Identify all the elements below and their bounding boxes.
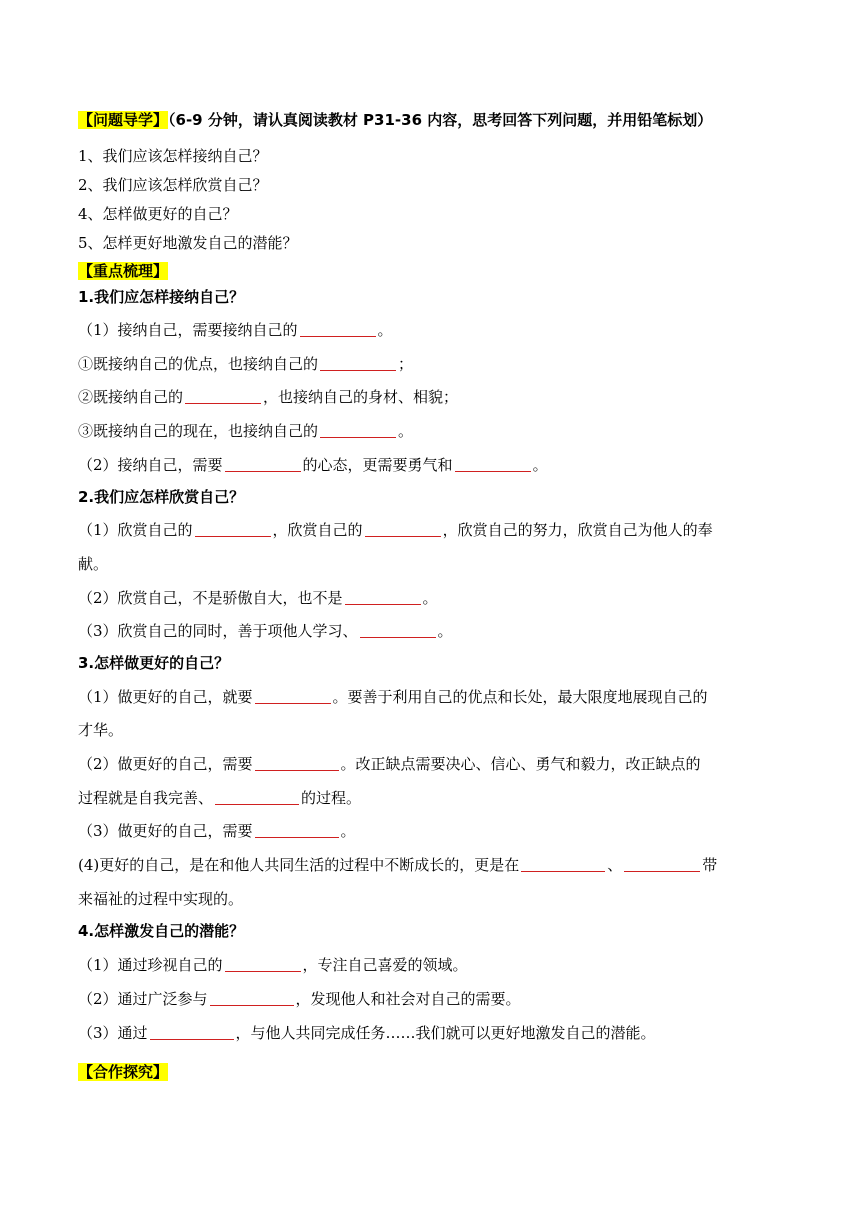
text: ，欣赏自己的 xyxy=(272,521,363,539)
q4-line-1 xyxy=(78,955,790,975)
fill-blank[interactable] xyxy=(521,870,605,872)
text: ，欣赏自己的努力，欣赏自己为他人的奉 xyxy=(442,521,713,539)
question-2: 2、我们应该怎样欣赏自己？ xyxy=(78,176,268,194)
guide-note: （6-9 分钟，请认真阅读教材 P31-36 内容，思考回答下列问题，并用铅笔标划） xyxy=(168,111,713,129)
text: (4)更好的自己，是在和他人共同生活的过程中不断成长的，更是在 xyxy=(78,856,520,874)
text: （1）做更好的自己，就要 xyxy=(78,688,253,706)
q1-line-1 xyxy=(78,320,790,340)
fill-blank[interactable] xyxy=(365,535,441,537)
coop-header xyxy=(78,1062,790,1082)
q2-line-3 xyxy=(78,621,790,641)
q3-line-2-cont xyxy=(78,788,790,808)
text: 。 xyxy=(532,456,548,474)
question-4: 4、怎样做更好的自己？ xyxy=(78,205,238,223)
q3-line-4 xyxy=(78,855,790,875)
review-title: 【重点梳理】 xyxy=(78,262,169,280)
text: ，专注自己喜爱的领域。 xyxy=(302,956,468,974)
fill-blank[interactable] xyxy=(215,803,299,805)
text: 过程就是自我完善、 xyxy=(78,789,214,807)
guide-title: 【问题导学】 xyxy=(78,111,169,129)
text: （1）接纳自己，需要接纳自己的 xyxy=(78,321,298,339)
text: ②既接纳自己的 xyxy=(78,388,184,406)
text: 的过程。 xyxy=(301,789,362,807)
q3-line-2 xyxy=(78,754,790,774)
fill-blank[interactable] xyxy=(255,702,331,704)
text: 带 xyxy=(702,856,718,874)
fill-blank[interactable] xyxy=(624,870,700,872)
review-heading-4: 4.怎样激发自己的潜能？ xyxy=(78,922,245,940)
fill-blank[interactable] xyxy=(225,470,301,472)
text: 。 xyxy=(398,422,414,440)
text: （1）通过珍视自己的 xyxy=(78,956,223,974)
fill-blank[interactable] xyxy=(225,970,301,972)
q1-line-2 xyxy=(78,354,790,374)
text: ； xyxy=(398,355,414,373)
q4-line-2 xyxy=(78,989,790,1009)
q1-line-4 xyxy=(78,421,790,441)
text: ，发现他人和社会对自己的需要。 xyxy=(295,990,521,1008)
text: 、 xyxy=(607,856,623,874)
text: 。 xyxy=(437,622,453,640)
fill-blank[interactable] xyxy=(345,603,421,605)
text: （2）做更好的自己，需要 xyxy=(78,755,253,773)
review-heading-3: 3.怎样做更好的自己？ xyxy=(78,654,230,672)
text: （1）欣赏自己的 xyxy=(78,521,193,539)
text: 。 xyxy=(377,321,393,339)
fill-blank[interactable] xyxy=(300,335,376,337)
q2-line-1-cont: 献。 xyxy=(78,555,109,573)
q3-line-3 xyxy=(78,821,790,841)
q3-line-4-cont: 来福祉的过程中实现的。 xyxy=(78,890,244,908)
q1-line-3 xyxy=(78,387,790,407)
text: ①既接纳自己的优点，也接纳自己的 xyxy=(78,355,319,373)
fill-blank[interactable] xyxy=(255,769,339,771)
review-heading-1: 1.我们应怎样接纳自己？ xyxy=(78,288,245,306)
question-5: 5、怎样更好地激发自己的潜能？ xyxy=(78,234,298,252)
text: （2）通过广泛参与 xyxy=(78,990,208,1008)
q3-line-1 xyxy=(78,687,790,707)
text: ，也接纳自己的身材、相貌； xyxy=(263,388,459,406)
fill-blank[interactable] xyxy=(320,369,396,371)
fill-blank[interactable] xyxy=(150,1038,234,1040)
q1-line-5 xyxy=(78,455,790,475)
fill-blank[interactable] xyxy=(210,1004,294,1006)
review-header xyxy=(78,261,790,281)
text: ③既接纳自己的现在，也接纳自己的 xyxy=(78,422,319,440)
fill-blank[interactable] xyxy=(360,636,436,638)
fill-blank[interactable] xyxy=(255,836,339,838)
text: 。 xyxy=(422,589,438,607)
text: ，与他人共同完成任务……我们就可以更好地激发自己的潜能。 xyxy=(235,1024,656,1042)
q2-line-1 xyxy=(78,520,790,540)
text: （3）通过 xyxy=(78,1024,148,1042)
fill-blank[interactable] xyxy=(185,402,261,404)
coop-title: 【合作探究】 xyxy=(78,1063,169,1081)
fill-blank[interactable] xyxy=(195,535,271,537)
question-1: 1、我们应该怎样接纳自己？ xyxy=(78,147,268,165)
q4-line-3 xyxy=(78,1023,790,1043)
text: （2）接纳自己，需要 xyxy=(78,456,223,474)
text: 。改正缺点需要决心、信心、勇气和毅力，改正缺点的 xyxy=(340,755,701,773)
text: （3）欣赏自己的同时，善于项他人学习、 xyxy=(78,622,358,640)
text: （3）做更好的自己，需要 xyxy=(78,822,253,840)
q3-line-1-cont: 才华。 xyxy=(78,721,124,739)
review-heading-2: 2.我们应怎样欣赏自己？ xyxy=(78,488,245,506)
text: 。 xyxy=(340,822,356,840)
text: 。要善于利用自己的优点和长处，最大限度地展现自己的 xyxy=(332,688,708,706)
text: 的心态，更需要勇气和 xyxy=(302,456,453,474)
fill-blank[interactable] xyxy=(320,436,396,438)
guide-header xyxy=(78,110,790,130)
fill-blank[interactable] xyxy=(455,470,531,472)
text: （2）欣赏自己，不是骄傲自大，也不是 xyxy=(78,589,343,607)
q2-line-2 xyxy=(78,588,790,608)
